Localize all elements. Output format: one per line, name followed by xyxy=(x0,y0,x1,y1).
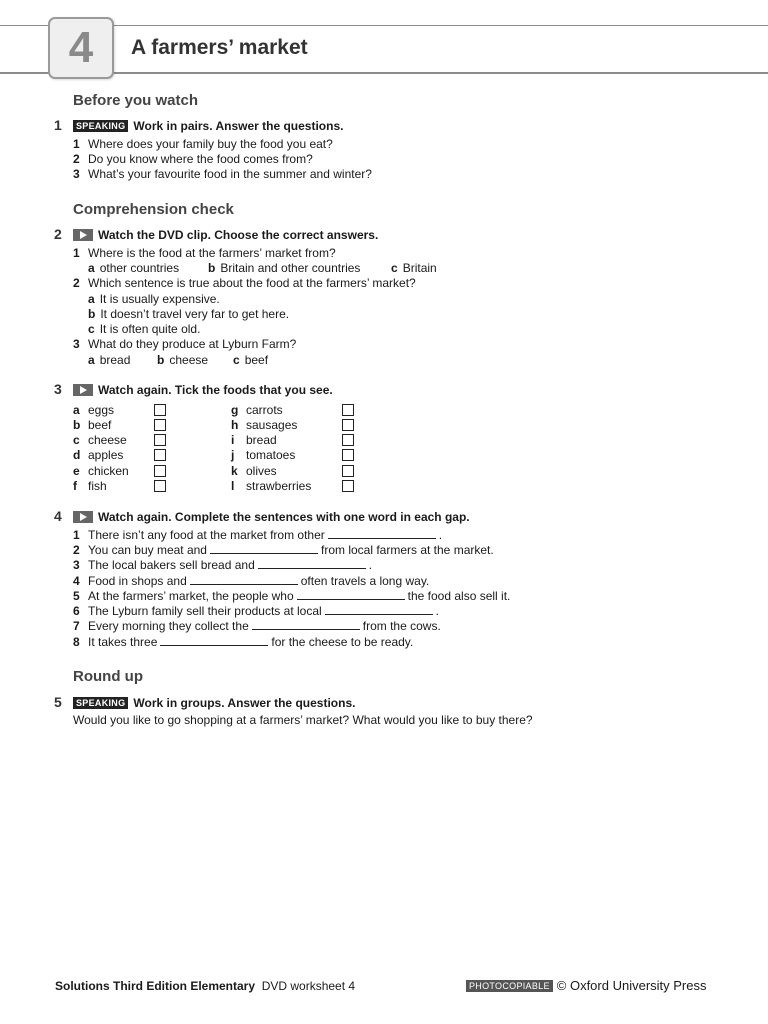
food-item: j tomatoes xyxy=(231,448,296,462)
food-item: l strawberries xyxy=(231,479,312,493)
exercise-4-instruction-text: Watch again. Complete the sentences with one word in each gap. xyxy=(98,510,470,524)
tick-box[interactable] xyxy=(154,480,166,492)
food-item: d apples xyxy=(73,448,124,462)
tick-box[interactable] xyxy=(154,404,166,416)
gap-fill-sentence: 4 Food in shops and often travels a long way. xyxy=(73,574,430,588)
tick-box[interactable] xyxy=(154,465,166,477)
photocopiable-badge: PHOTOCOPIABLE xyxy=(466,980,553,992)
answer-gap[interactable] xyxy=(252,619,360,630)
gap-fill-sentence: 2 You can buy meat and from local farmers at the market. xyxy=(73,543,494,557)
question: 1 Where is the food at the farmers’ market from? xyxy=(73,246,336,260)
exercise-2-instruction xyxy=(73,228,378,242)
answer-gap[interactable] xyxy=(297,589,405,600)
gap-fill-sentence: 7 Every morning they collect the from the cows. xyxy=(73,619,441,633)
header-rule-bottom xyxy=(0,72,768,74)
tick-box[interactable] xyxy=(342,480,354,492)
answer-option[interactable]: c beef xyxy=(233,353,269,367)
section-heading-before: Before you watch xyxy=(73,92,199,109)
exercise-5-instruction xyxy=(73,696,355,710)
answer-option[interactable]: b cheese xyxy=(157,353,209,367)
gap-fill-sentence: 3 The local bakers sell bread and . xyxy=(73,558,373,572)
answer-gap[interactable] xyxy=(210,543,318,554)
tick-box[interactable] xyxy=(154,449,166,461)
question: 2 Which sentence is true about the food at the farmers’ market? xyxy=(73,276,416,290)
footer-copyright xyxy=(466,978,707,993)
tick-box[interactable] xyxy=(342,449,354,461)
gap-fill-sentence: 5 At the farmers’ market, the people who the food also sell it. xyxy=(73,589,511,603)
answer-option[interactable]: b Britain and other countries xyxy=(208,261,361,275)
answer-option[interactable]: c It is often quite old. xyxy=(88,322,201,336)
copyright-text: © Oxford University Press xyxy=(556,978,707,993)
answer-gap[interactable] xyxy=(325,604,433,615)
answer-option[interactable]: a bread xyxy=(88,353,131,367)
question: 3 What’s your favourite food in the summer and winter? xyxy=(73,167,372,181)
unit-number-box xyxy=(48,17,114,79)
book-title: Solutions Third Edition Elementary xyxy=(55,979,256,993)
exercise-3-instruction-text: Watch again. Tick the foods that you see. xyxy=(98,383,333,397)
question: 2 Do you know where the food comes from? xyxy=(73,152,313,166)
food-item: b beef xyxy=(73,418,112,432)
exercise-3-number: 3 xyxy=(54,381,62,397)
food-item: k olives xyxy=(231,464,277,478)
unit-number: 4 xyxy=(68,23,94,72)
play-video-icon xyxy=(73,511,93,523)
exercise-5-number: 5 xyxy=(54,694,62,710)
gap-fill-sentence: 6 The Lyburn family sell their products at local . xyxy=(73,604,440,618)
food-item: a eggs xyxy=(73,403,115,417)
exercise-1-instruction-text: Work in pairs. Answer the questions. xyxy=(133,119,344,133)
answer-gap[interactable] xyxy=(258,558,366,569)
answer-gap[interactable] xyxy=(160,635,268,646)
food-item: g carrots xyxy=(231,403,283,417)
gap-fill-sentence: 8 It takes three for the cheese to be ready. xyxy=(73,635,414,649)
answer-gap[interactable] xyxy=(190,574,298,585)
tick-box[interactable] xyxy=(342,434,354,446)
exercise-1-instruction xyxy=(73,119,343,133)
answer-option[interactable]: a other countries xyxy=(88,261,180,275)
tick-box[interactable] xyxy=(342,419,354,431)
food-item: e chicken xyxy=(73,464,129,478)
question: 3 What do they produce at Lyburn Farm? xyxy=(73,337,297,351)
answer-gap[interactable] xyxy=(328,528,436,539)
answer-option[interactable]: c Britain xyxy=(391,261,437,275)
question: 1 Where does your family buy the food you eat? xyxy=(73,137,333,151)
exercise-2-number: 2 xyxy=(54,226,62,242)
speaking-badge: SPEAKING xyxy=(73,120,128,132)
play-video-icon xyxy=(73,229,93,241)
page-title: A farmers’ market xyxy=(131,36,308,59)
section-heading-comprehension: Comprehension check xyxy=(73,201,234,218)
food-item: h sausages xyxy=(231,418,298,432)
exercise-3-instruction xyxy=(73,383,333,397)
exercise-2-instruction-text: Watch the DVD clip. Choose the correct answers. xyxy=(98,228,379,242)
exercise-4-instruction xyxy=(73,510,470,524)
footer-source xyxy=(55,979,355,993)
answer-option[interactable]: a It is usually expensive. xyxy=(88,292,220,306)
exercise-5-instruction-text: Work in groups. Answer the questions. xyxy=(133,696,356,710)
tick-box[interactable] xyxy=(342,404,354,416)
section-heading-roundup: Round up xyxy=(73,668,143,685)
header-rule-top xyxy=(0,25,768,26)
food-item: c cheese xyxy=(73,433,127,447)
exercise-5-question: Would you like to go shopping at a farmers’ market? What would you like to buy there? xyxy=(73,713,533,727)
food-item: i bread xyxy=(231,433,277,447)
tick-box[interactable] xyxy=(154,419,166,431)
food-item: f fish xyxy=(73,479,107,493)
exercise-1-number: 1 xyxy=(54,117,62,133)
gap-fill-sentence: 1 There isn’t any food at the market from other . xyxy=(73,528,443,542)
tick-box[interactable] xyxy=(342,465,354,477)
worksheet-label: DVD worksheet 4 xyxy=(261,979,356,993)
play-video-icon xyxy=(73,384,93,396)
exercise-4-number: 4 xyxy=(54,508,62,524)
tick-box[interactable] xyxy=(154,434,166,446)
speaking-badge: SPEAKING xyxy=(73,697,128,709)
answer-option[interactable]: b It doesn’t travel very far to get here. xyxy=(88,307,290,321)
